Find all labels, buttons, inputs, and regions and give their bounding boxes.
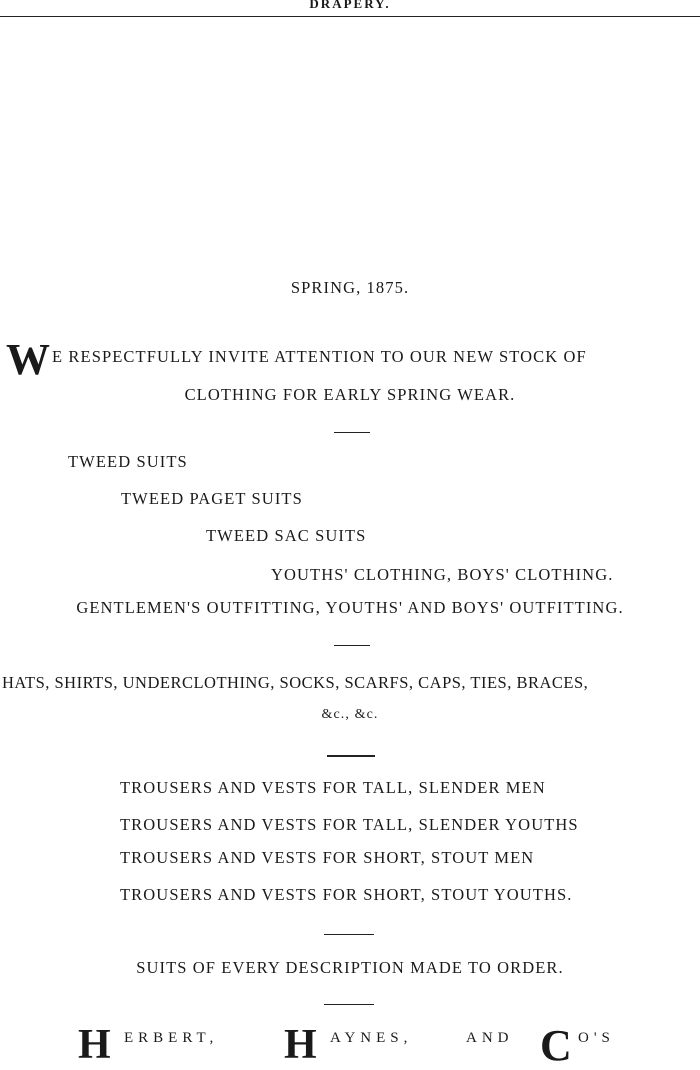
- intro-dropcap: W: [6, 335, 50, 384]
- signature-and: AND: [466, 1030, 514, 1046]
- signature-cos: O'S: [578, 1030, 615, 1046]
- made-to-order-line: SUITS OF EVERY DESCRIPTION MADE TO ORDER.: [136, 958, 564, 977]
- date-line: SPRING, 1875.: [290, 278, 410, 297]
- header-rule: [0, 16, 700, 17]
- accessories-line: HATS, SHIRTS, UNDERCLOTHING, SOCKS, SCARFS, CAPS, TIES, BRACES,: [2, 673, 589, 692]
- signature-haynes: AYNES,: [330, 1030, 413, 1046]
- trousers-line-3: TROUSERS AND VESTS FOR SHORT, STOUT MEN: [120, 848, 535, 867]
- intro-line-1: E RESPECTFULLY INVITE ATTENTION TO OUR NEW STOCK OF: [52, 347, 587, 366]
- suit-line-4: YOUTHS' CLOTHING, BOYS' CLOTHING.: [271, 565, 614, 584]
- signature-cap-h1: H: [78, 1022, 111, 1068]
- suit-line-1: TWEED SUITS: [68, 452, 188, 471]
- divider-5: [324, 1004, 374, 1005]
- signature-herbert: ERBERT,: [124, 1030, 219, 1046]
- suit-line-3: TWEED SAC SUITS: [206, 526, 367, 545]
- trousers-line-4: TROUSERS AND VESTS FOR SHORT, STOUT YOUTHS.: [120, 885, 573, 904]
- divider-3: [327, 755, 375, 757]
- intro-line-2: CLOTHING FOR EARLY SPRING WEAR.: [184, 385, 516, 404]
- signature-cap-h2: H: [284, 1022, 317, 1068]
- outfitting-line: GENTLEMEN'S OUTFITTING, YOUTHS' AND BOYS' OUTFITTING.: [76, 598, 624, 617]
- divider-1: [334, 432, 370, 433]
- divider-2: [334, 645, 370, 646]
- etc-line: &c., &c.: [321, 707, 379, 722]
- suit-line-2: TWEED PAGET SUITS: [121, 489, 303, 508]
- divider-4: [324, 934, 374, 935]
- signature-cap-c: C: [540, 1021, 572, 1070]
- trousers-line-2: TROUSERS AND VESTS FOR TALL, SLENDER YOUTHS: [120, 815, 579, 834]
- trousers-line-1: TROUSERS AND VESTS FOR TALL, SLENDER MEN: [120, 778, 546, 797]
- running-head: DRAPERY.: [309, 0, 391, 11]
